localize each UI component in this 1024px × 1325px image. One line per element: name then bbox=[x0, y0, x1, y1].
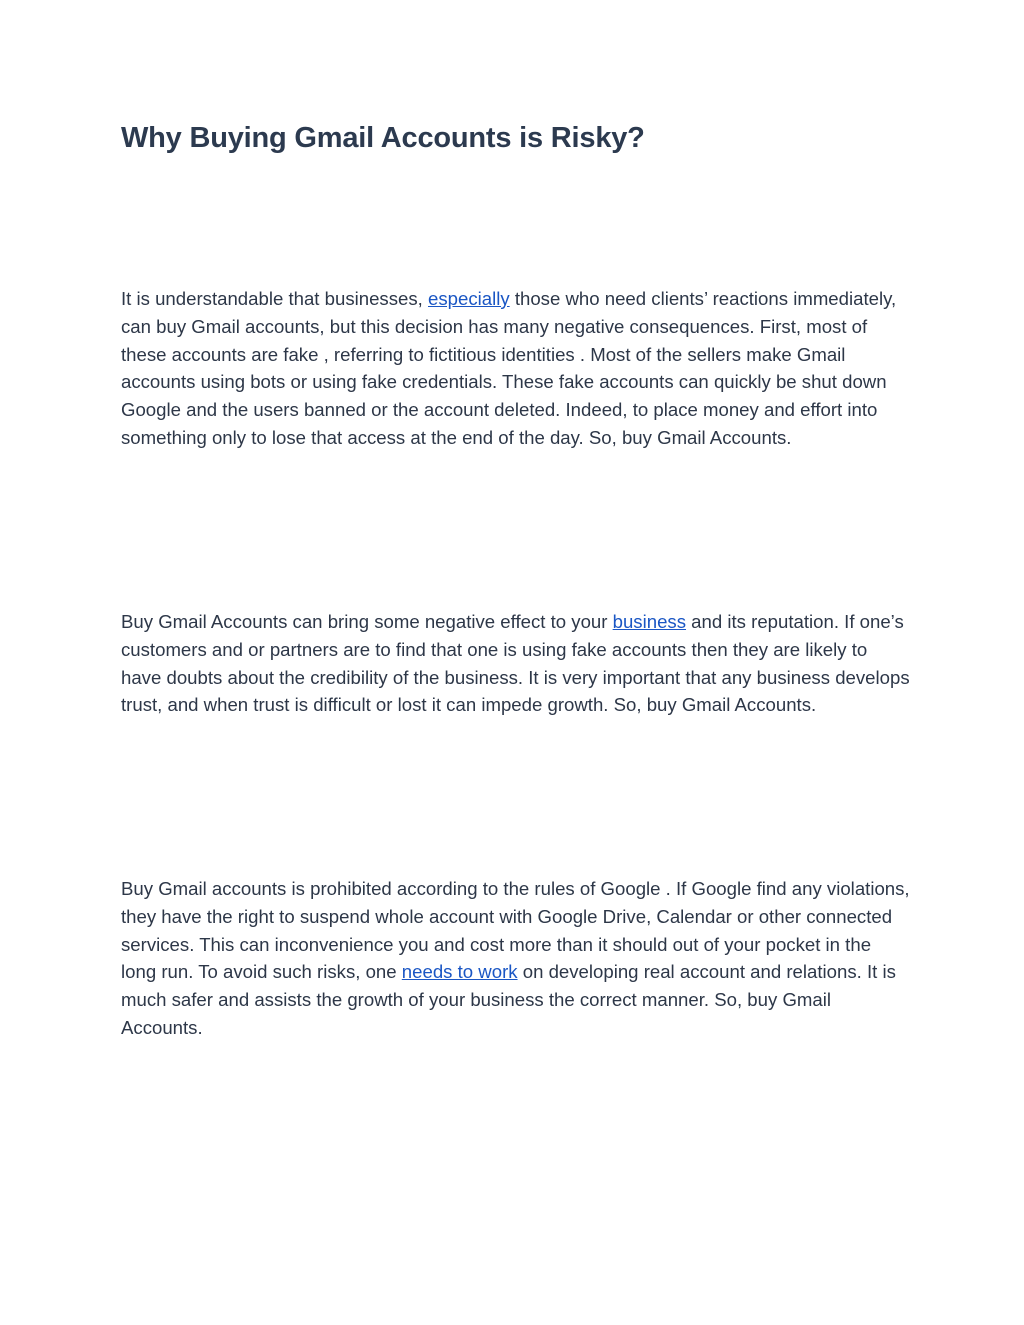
especially-link[interactable]: especially bbox=[428, 288, 510, 309]
paragraph-2-text-before: Buy Gmail Accounts can bring some negative effect to your bbox=[121, 611, 613, 632]
paragraph-3-text-after: on developing real account and relations. It is much safer and assists the growth of your business the correct manner. So, buy Gmail Accounts. bbox=[121, 961, 896, 1038]
paragraph-3-text-before: Buy Gmail accounts is prohibited according to the rules of Google . If Google find any violations, they have the right to suspend whole account with Google Drive, Calendar or other connected services. This can inconvenience you and cost more than it should out of your pocket in the long run. To avoid such risks, one bbox=[121, 878, 910, 983]
paragraph-2 bbox=[121, 608, 911, 719]
needs-to-work-link[interactable]: needs to work bbox=[401, 961, 518, 983]
paragraph-1-text-before: It is understandable that businesses, bbox=[121, 288, 428, 309]
paragraph-3 bbox=[121, 875, 911, 1042]
paragraph-2-text-after: and its reputation. If one’s customers and or partners are to find that one is using fake accounts then they are likely to have doubts about the credibility of the business. It is very important that any business develops trust, and when trust is difficult or lost it can impede growth. So, buy Gmail Accounts. bbox=[121, 611, 910, 716]
business-link[interactable]: business bbox=[612, 611, 687, 632]
page-title: Why Buying Gmail Accounts is Risky? bbox=[121, 122, 645, 154]
paragraph-1-text-after: those who need clients’ reactions immediately, can buy Gmail accounts, but this decision has many negative consequences. First, most of these accounts are fake , referring to fictitious identities . Most of the sellers make Gmail accounts using bots or using fake credentials. These fake accounts can quickly be shut down Google and the users banned or the account deleted. Indeed, to place money and effort into something only to lose that access at the end of the day. So, buy Gmail Accounts. bbox=[121, 288, 897, 448]
paragraph-1 bbox=[121, 285, 911, 452]
